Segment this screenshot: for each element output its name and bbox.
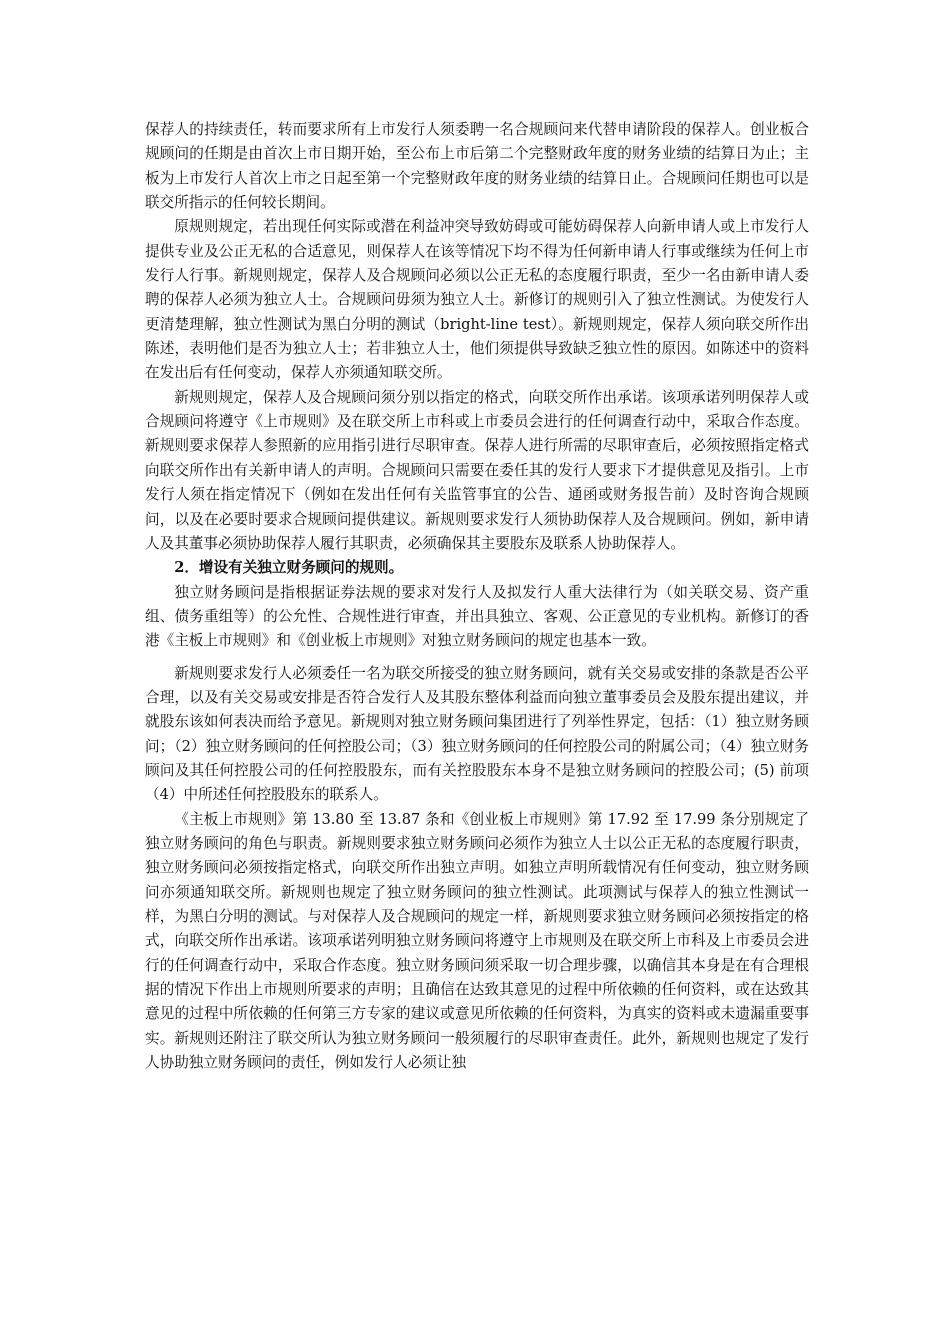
- paragraph-continuation: 保荐人的持续责任，转而要求所有上市发行人须委聘一名合规顾问来代替申请阶段的保荐人。创业板合规顾问的任期是由首次上市日期开始，至公布上市后第二个完整财政年度的财务业绩的结算日为止；主板为上市发行人首次上市之日起至第一个完整财政年度的财务业绩的结算日止。合规顾问任期也可以是联交所指示的任何较长期间。: [145, 121, 809, 212]
- paragraph-ifa-appointment: 新规则要求发行人必须委任一名为联交所接受的独立财务顾问，就有关交易或安排的条款是否公平合理，以及有关交易或安排是否符合发行人及其股东整体利益而向独立董事委员会及股东提出建议，并就股东该如何表决而给予意见。新规则对独立财务顾问集团进行了列举性界定，包括：（1）独立财务顾问；（2）独立财务顾问的任何控股公司；（3）独立财务顾问的任何控股公司的附属公司；（4）独立财务顾问及其任何控股公司的任何控股股东，而有关控股股东本身不是独立财务顾问的控股公司；(5) 前项（4）中所述任何控股股东的联系人。: [145, 664, 809, 804]
- paragraph-ifa-duties: 《主板上市规则》第 13.80 至 13.87 条和《创业板上市规则》第 17.92 至 17.99 条分别规定了独立财务顾问的角色与职责。新规则要求独立财务顾问必须作为独立人士以公正无私的态度履行职责，独立财务顾问必须按指定格式，向联交所作出独立声明。如独立声明所载情况有任何变动，独立财务顾问亦须通知联交所。新规则也规定了独立财务顾问的独立性测试。此项测试与保荐人的独立性测试一样，为黑白分明的测试。与对保荐人及合规顾问的规定一样，新规则要求独立财务顾问必须按指定的格式，向联交所作出承诺。该项承诺列明独立财务顾问将遵守上市规则及在联交所上市科及上市委员会进行的任何调查行动中，采取合作态度。独立财务顾问须采取一切合理步骤，以确信其本身是在有合理根据的情况下作出上市规则所要求的声明；且确信在达致其意见的过程中所依赖的任何资料，或在达致其意见的过程中所依赖的任何第三方专家的建议或意见所依赖的任何资料，为真实的资料或未遗漏重要事实。新规则还附注了联交所认为独立财务顾问一般须履行的尽职审查责任。此外，新规则也规定了发行人协助独立财务顾问的责任，例如发行人必须让独: [145, 810, 809, 1072]
- paragraph-ifa-definition: 独立财务顾问是指根据证券法规的要求对发行人及拟发行人重大法律行为（如关联交易、资产重组、债务重组等）的公允性、合规性进行审查，并出具独立、客观、公正意见的专业机构。新修订的香港《主板上市规则》和《创业板上市规则》对独立财务顾问的规定也基本一致。: [145, 583, 809, 650]
- paragraph-conflict-of-interest: 原规则规定，若出现任何实际或潜在利益冲突导致妨碍或可能妨碍保荐人向新申请人或上市发行人提供专业及公正无私的合适意见，则保荐人在该等情况下均不得为任何新申请人行事或继续为任何上市发行人行事。新规则规定，保荐人及合规顾问必须以公正无私的态度履行职责，至少一名由新申请人委聘的保荐人必须为独立人士。合规顾问毋须为独立人士。新修订的规则引入了独立性测试。为使发行人更清楚理解，独立性测试为黑白分明的测试（bright-line test）。新规则规定，保荐人须向联交所作出陈述，表明他们是否为独立人士；若非独立人士，他们须提供导致缺乏独立性的原因。如陈述中的资料在发出后有任何变动，保荐人亦须通知联交所。: [145, 218, 809, 382]
- section-heading: 2．增设有关独立财务顾问的规则。: [174, 559, 404, 577]
- document-page: [145, 118, 809, 1075]
- paragraph-undertaking: 新规则规定，保荐人及合规顾问须分别以指定的格式，向联交所作出承诺。该项承诺列明保荐人或合规顾问将遵守《上市规则》及在联交所上市科或上市委员会进行的任何调查行动中，采取合作态度。新规则要求保荐人参照新的应用指引进行尽职审查。保荐人进行所需的尽职审查后，必须按照指定格式向联交所作出有关新申请人的声明。合规顾问只需要在委任其的发行人要求下才提供意见及指引。上市发行人须在指定情况下（例如在发出任何有关监管事宜的公告、通函或财务报告前）及时咨询合规顾问，以及在必要时要求合规顾问提供建议。新规则要求发行人须协助保荐人及合规顾问。例如，新申请人及其董事必须协助保荐人履行其职责，必须确保其主要股东及联系人协助保荐人。: [145, 388, 809, 552]
